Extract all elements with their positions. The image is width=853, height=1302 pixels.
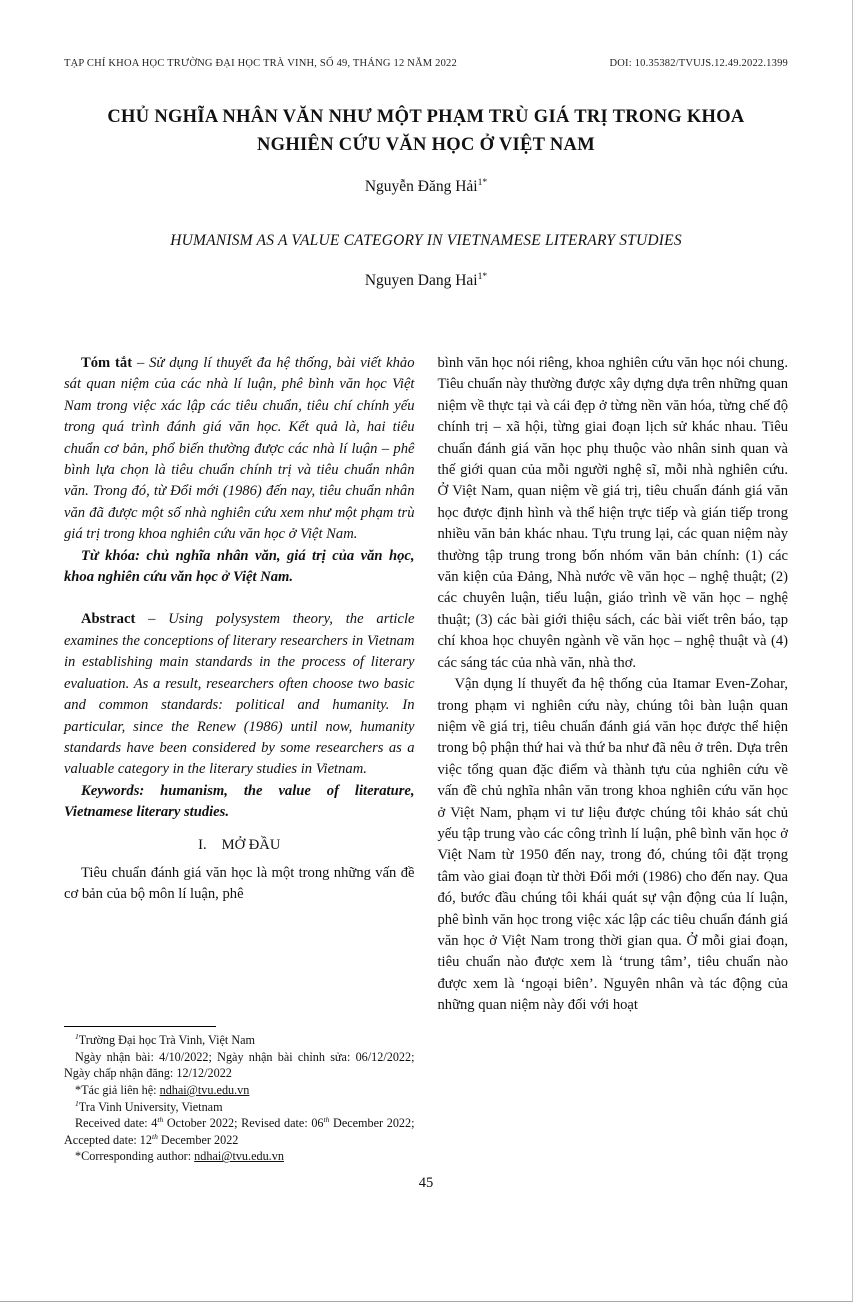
page-header (64, 58, 788, 69)
right-column (438, 353, 789, 1165)
two-column-body (64, 353, 788, 1165)
abstract-vi (64, 353, 415, 546)
author-en (64, 271, 788, 291)
author-vi (64, 177, 788, 197)
footnote-sup: 1 (75, 1032, 79, 1042)
section-heading-intro (64, 835, 415, 856)
author-vi-name: Nguyễn Đăng Hải (364, 178, 478, 195)
section-title: MỞ ĐẦU (221, 836, 281, 853)
author-en-affil-mark: 1* (477, 270, 488, 282)
footnote-affiliation-en: $^1$Tra Vinh University, Vietnam (75, 1098, 223, 1114)
body-paragraph-2: Vận dụng lí thuyết đa hệ thống của Itamar Even-Zohar, trong phạm vi nghiên cứu này, chúng tôi bàn luận quan niệm về giá trị, tiêu chuẩn đánh giá văn học được thể hiện trong bộ phận thứ hai và thứ ba như đã nêu ở trên. Dựa trên việc tổng quan đặc điểm và thành tựu của nghiên cứu về vấn đề chủ nghĩa nhân văn trong khoa nghiên cứu văn học ở Việt Nam, phạm vi tư liệu được chúng tôi khảo sát chủ yếu tập trung vào các công trình lí luận, phê bình văn học ở Việt Nam từ 1950 đến nay, trong đó, chúng tôi đặt trọng tâm vào giai đoạn từ thời Đổi mới (1986) cho đến nay. Qua đó, bước đầu chúng tôi khái quát sự vận động của lí luận, phê bình văn học trong việc xác lập các tiêu chuẩn đánh giá văn học ở Việt Nam trong thời gian qua. Ở mỗi giai đoạn, tiêu chuẩn nào được xem là ‘trung tâm’, tiêu chuẩn nào được xem là ‘ngoại biên’. Nguyên nhân và tác động của những quan niệm này đối với hoạt (437, 676, 788, 1014)
footnote-rule (64, 1026, 216, 1027)
abstract-en-text: – Using polysystem theory, the article examines the conceptions of literary researchers in Vietnam in establishing main standards in the process of literary evaluation. As a result, researchers often choose two basic and common standards: political and humanity. In particular, since the Renew (1986) until now, humanity standards have been considered by some researchers as a valuable category in the literary studies in Vietnam. (64, 611, 415, 778)
intro-paragraph: Tiêu chuẩn đánh giá văn học là một trong những vấn đề cơ bản của bộ môn lí luận, phê (64, 864, 415, 903)
footnote-affiliation-vi: $^1$Trường Đại học Trà Vinh, Việt Nam (75, 1032, 256, 1048)
footnote-contact-en: *Corresponding author: ndhai@tvu.edu.vn (75, 1149, 284, 1164)
keywords-en: Keywords: humanism, the value of literature, Vietnamese literary studies. (64, 782, 415, 821)
footnote-block (64, 1026, 415, 1165)
abstract-vi-label: Tóm tắt (81, 355, 133, 371)
corresponding-email-link-en[interactable]: ndhai@tvu.edu.vn (194, 1149, 284, 1164)
article-title-en: HUMANISM AS A VALUE CATEGORY IN VIETNAMESE LITERARY STUDIES (170, 232, 682, 249)
footnote-sup: 1 (75, 1098, 79, 1108)
corresponding-email-link-vi[interactable]: ndhai@tvu.edu.vn (159, 1083, 250, 1098)
abstract-en-label: Abstract (81, 611, 136, 628)
body-paragraph-1: bình văn học nói riêng, khoa nghiên cứu văn học nói chung. Tiêu chuẩn này thường được xây dựng dựa trên những quan niệm về thực tại và cái đẹp ở từng nền văn hóa, từng chế độ chính trị – xã hội, từng giai đoạn lịch sử khác nhau. Tiêu chuẩn đánh giá văn học phụ thuộc vào nhân sinh quan và thế giới quan của mỗi người nghệ sĩ, mỗi nhà nghiên cứu. Ở Việt Nam, quan niệm về giá trị, tiêu chuẩn đánh giá văn học được định hình và thể hiện trực tiếp và gián tiếp trong nhiều văn bản khác nhau. Tựu trung lại, các quan niệm này thường tập trung trong bốn nhóm văn bản chính: (1) các văn kiện của Đảng, Nhà nước về văn học – nghệ thuật; (2) các chuyên luận, tiểu luận, giáo trình về văn học – nghệ thuật; (3) các bài giới thiệu sách, các bài viết trên báo, tạp chí khoa học chuyên ngành về văn học – nghệ thuật và (4) các sáng tác của nhà văn, nhà thơ. (437, 355, 788, 671)
left-column (64, 353, 415, 1165)
journal-name: TẠP CHÍ KHOA HỌC TRƯỜNG ĐẠI HỌC TRÀ VINH, SỐ 49, THÁNG 12 NĂM 2022 (64, 58, 457, 69)
doi: DOI: 10.35382/TVUJS.12.49.2022.1399 (609, 58, 788, 69)
author-vi-affil-mark: 1* (477, 176, 488, 188)
footnote-contact-vi: *Tác giả liên hệ: ndhai@tvu.edu.vn (75, 1083, 250, 1098)
footnote-dates-en: Received date: 4th October 2022; Revised date: 06th December 2022; Accepted date: 12th December 2022 (64, 1115, 415, 1147)
abstract-vi-text: – Sử dụng lí thuyết đa hệ thống, bài viết khảo sát quan niệm của các nhà lí luận, phê bình văn học Việt Nam trong việc xác lập các tiêu chuẩn, tiêu chí chính yếu trong quá trình đánh giá văn học. Kết quả là, hai tiêu chuẩn cơ bản, phổ biến thường được các nhà lí luận – phê bình lựa chọn là tiêu chuẩn chính trị và tiêu chuẩn nhân văn. Trong đó, từ Đổi mới (1986) đến nay, tiêu chuẩn nhân văn đã được một số nhà nghiên cứu xem như một phạm trù giá trị trong khoa nghiên cứu văn học ở Việt Nam. (64, 355, 415, 543)
page-number: 45 (418, 1175, 434, 1191)
section-number: I. (198, 836, 207, 853)
footnote-dates-vi: Ngày nhận bài: 4/10/2022; Ngày nhận bài chỉnh sửa: 06/12/2022; Ngày chấp nhận đăng: 12/12/2022 (64, 1049, 415, 1081)
keywords-vi: Từ khóa: chủ nghĩa nhân văn, giá trị của văn học, khoa nghiên cứu văn học ở Việt Nam. (64, 547, 415, 586)
article-title-vi: CHỦ NGHĨA NHÂN VĂN NHƯ MỘT PHẠM TRÙ GIÁ TRỊ TRONG KHOA NGHIÊN CỨU VĂN HỌC Ở VIỆT NAM (107, 107, 745, 155)
author-en-name: Nguyen Dang Hai (364, 272, 478, 289)
abstract-en (64, 609, 415, 780)
